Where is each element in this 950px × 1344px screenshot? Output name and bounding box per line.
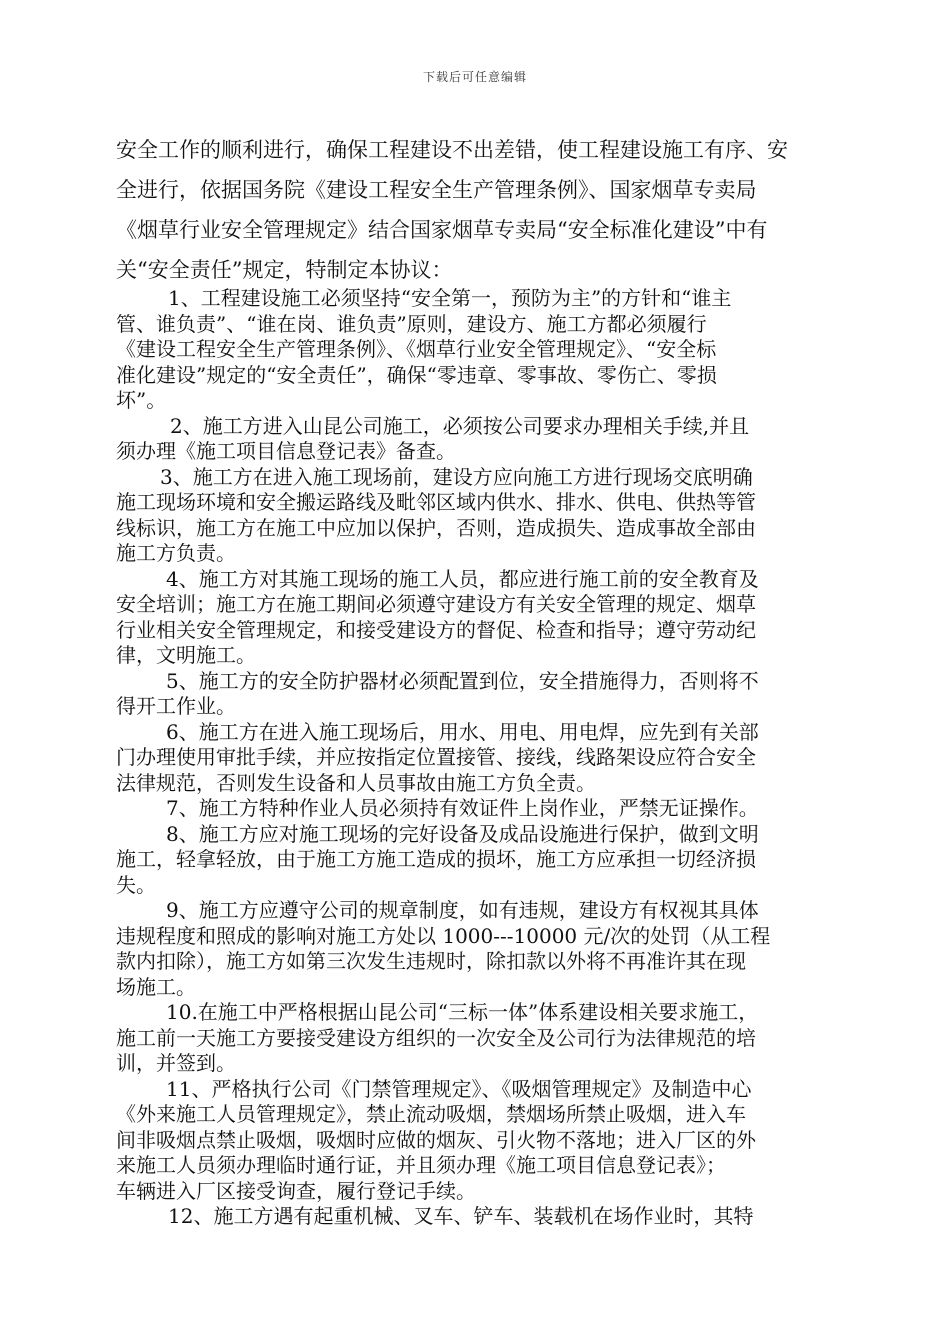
clause-line: 9、施工方应遵守公司的规章制度，如有违规，建设方有权视其具体: [166, 898, 759, 922]
clause-line: 场施工。: [116, 974, 196, 999]
clause-line: 法律规范，否则发生设备和人员事故由施工方负全责。: [116, 770, 596, 795]
clause-line: 安全培训；施工方在施工期间必须遵守建设方有关安全管理的规定、烟草: [116, 592, 756, 616]
clause-line: 12、施工方遇有起重机械、叉车、铲车、装载机在场作业时，其特: [168, 1204, 754, 1228]
clause-1: [116, 286, 840, 414]
clause-line: 车辆进入厂区接受询查，履行登记手续。: [116, 1178, 476, 1203]
clause-line: 律，文明施工。: [116, 643, 256, 667]
clause-3: [116, 465, 840, 567]
clause-line: 准化建设”规定的“安全责任”，确保“零违章、零事故、零伤亡、零损: [116, 362, 717, 387]
clause-line: 4、施工方对其施工现场的施工人员，都应进行施工前的安全教育及: [166, 566, 759, 591]
clause-line: 管、谁负责”、“谁在岗、谁负责”原则，建设方、施工方都必须履行: [116, 311, 707, 336]
clause-11: [116, 1077, 840, 1205]
clause-line: 线标识，施工方在施工中应加以保护，否则，造成损失、造成事故全部由: [116, 515, 756, 540]
clause-line: 失。: [116, 872, 156, 897]
clause-line: 3、施工方在进入施工现场前，建设方应向施工方进行现场交底明确: [160, 464, 753, 489]
clause-line: 11、严格执行公司《门禁管理规定》、《吸烟管理规定》及制造中心: [166, 1076, 752, 1101]
clause-line: 施工方负责。: [116, 541, 236, 565]
clause-9: [116, 898, 840, 1000]
clause-line: 10.在施工中严格根据山昆公司“三标一体”体系建设相关要求施工，: [166, 1000, 759, 1024]
clause-2: [116, 414, 840, 465]
clause-line: 间非吸烟点禁止吸烟，吸烟时应做的烟灰、引火物不落地；进入厂区的外: [116, 1127, 756, 1152]
clause-line: 违规程度和照成的影响对施工方处以 1000---10000 元/次的处罚（从工程: [116, 923, 771, 948]
clause-line: 行业相关安全管理规定，和接受建设方的督促、检查和指导；遵守劳动纪: [116, 617, 756, 642]
clause-line: 施工前一天施工方要接受建设方组织的一次安全及公司行为法律规范的培: [116, 1025, 756, 1050]
clause-4: [116, 567, 840, 669]
clause-line: 得开工作业。: [116, 694, 236, 718]
clause-line: 款内扣除），施工方如第三次发生违规时，除扣款以外将不再准许其在现: [116, 949, 746, 973]
clause-line: 1、工程建设施工必须坚持“安全第一，预防为主”的方针和“谁主: [168, 286, 732, 310]
clause-line: 5、施工方的安全防护器材必须配置到位，安全措施得力，否则将不: [166, 668, 759, 693]
clause-line: 施工现场环境和安全搬运路线及毗邻区域内供水、排水、供电、供热等管: [116, 490, 756, 514]
clause-line: 施工，轻拿轻放，由于施工方施工造成的损坏，施工方应承担一切经济损: [116, 847, 756, 871]
intro-line: 全进行，依据国务院《建设工程安全生产管理条例》、国家烟草专卖局: [116, 178, 757, 202]
clause-line: 坏”。: [116, 388, 167, 412]
clause-line: 《建设工程安全生产管理条例》、《烟草行业安全管理规定》、“安全标: [116, 337, 717, 361]
clause-line: 2、施工方进入山昆公司施工，必须按公司要求办理相关手续,并且: [170, 413, 750, 438]
clause-10: [116, 1000, 840, 1077]
page-header-note: 下载后可任意编辑: [422, 70, 527, 84]
clause-line: 《外来施工人员管理规定》，禁止流动吸烟，禁烟场所禁止吸烟，进入车: [116, 1102, 746, 1126]
clause-line: 来施工人员须办理临时通行证，并且须办理《施工项目信息登记表》；: [116, 1153, 726, 1177]
clause-list: [116, 286, 840, 1230]
clause-6: [116, 720, 840, 797]
clause-line: 6、施工方在进入施工现场后，用水、用电、用电焊，应先到有关部: [166, 719, 759, 744]
intro-line: 关“安全责任”规定，特制定本协议：: [116, 258, 453, 282]
clause-line: 训，并签到。: [116, 1051, 236, 1075]
clause-8: [116, 822, 840, 899]
clause-5: [116, 669, 840, 720]
clause-7: [116, 796, 840, 822]
intro-line: 安全工作的顺利进行，确保工程建设不出差错，使工程建设施工有序、安: [116, 138, 788, 162]
clause-line: 门办理使用审批手续，并应按指定位置接管、接线，线路架设应符合安全: [116, 745, 756, 769]
intro-line: 《烟草行业安全管理规定》结合国家烟草专卖局“安全标准化建设”中有: [116, 218, 768, 242]
clause-line: 须办理《施工项目信息登记表》备查。: [116, 439, 456, 463]
clause-12: [116, 1204, 840, 1230]
clause-line: 8、施工方应对施工现场的完好设备及成品设施进行保护，做到文明: [166, 821, 759, 846]
intro-paragraph: [116, 130, 836, 290]
clause-line: 7、施工方特种作业人员必须持有效证件上岗作业，严禁无证操作。: [166, 796, 759, 820]
